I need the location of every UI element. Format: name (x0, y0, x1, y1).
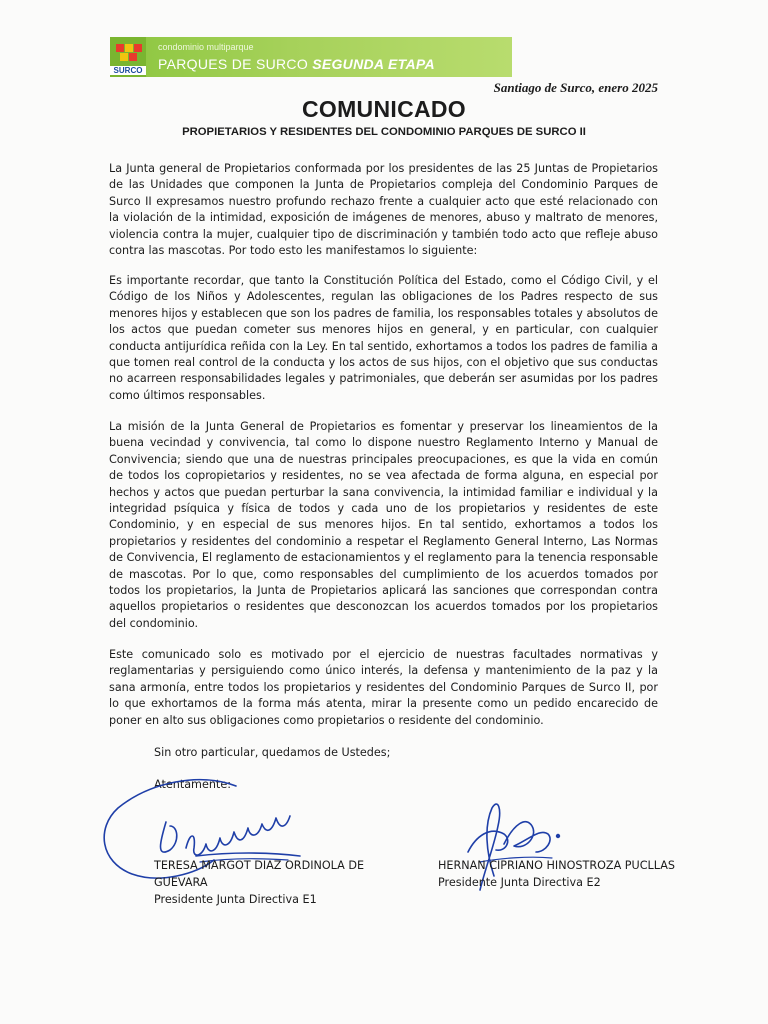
header-banner (110, 37, 512, 77)
signature-1-underline (196, 853, 300, 856)
signer-2-role: Presidente Junta Directiva E2 (438, 876, 601, 889)
sign-off: Atentamente: (154, 778, 231, 791)
banner-stage-text: SEGUNDA ETAPA (312, 56, 435, 72)
paragraph-3: La misión de la Junta General de Propietarios es fomentar y preservar los lineamientos de la buena vecindad y convivencia, tal como lo dispone nuestro Reglamento Interno y Manual de Convivencia; siendo que una de nuestras principales preocupaciones, es que la vida en común de todos los copropietarios y residentes, no se vea afectada de forma alguna, en especial por hechos y actos que puedan perturbar la sana convivencia, la intimidad familiar e individual y la integridad psíquica y física de todos y cada uno de los propietarios y residentes de este Condominio, y en especial de sus menores hijos. En tal sentido, exhortamos a todos los propietarios y residentes del condominio a respetar el Reglamento General Interno, Las Normas de Convivencia, El reglamento de estacionamientos y el reglamento para la tenencia responsable de mascotas. Por lo que, como responsables del cumplimiento de los acuerdos tomados por todos los propietarios, la Junta de Propietarios aplicará las sanciones que correspondan contra aquellos propietarios o residentes que desconozcan los acuerdos tomados por los propietarios del condominio. (109, 420, 658, 630)
signature-2-tail (504, 822, 550, 852)
signer-1-name-line2: GUEVARA (154, 876, 208, 889)
signer-2-name: HERNAN CIPRIANO HINOSTROZA PUCLLAS (438, 859, 676, 872)
date-line: Santiago de Surco, enero 2025 (493, 80, 658, 95)
signature-1-word (186, 816, 290, 855)
signature-1-stroke (161, 822, 177, 852)
paragraph-1: La Junta general de Propietarios conformada por los presidentes de las 25 Juntas de Propietarios de las Unidades que componen la Junta de Propietarios compleja del Condominio Parques de Surco II expresamos nuestro profundo rechazo frente a cualquier acto que esté relacionado con la violación de la intimidad, exposición de imágenes de menores, abuso y maltrato de menores, violencia contra la mujer, cualquier tipo de discriminación y también todo acto que refleje abuso contra las mascotas. Por todo esto les manifestamos lo siguiente: (109, 162, 658, 258)
signer-1 (154, 857, 384, 908)
signature-2-curl (468, 831, 508, 852)
paragraph-2: Es importante recordar, que tanto la Constitución Política del Estado, como el Código Civil, y el Código de los Niños y Adolescentes, regulan las obligaciones de los Padres respecto de sus menores hijos y establecen que son los padres de familia, los responsables totales y absolutos de los actos que puedan cometer sus menores hijos en general, y en particular, con cualquier conducta antijurídica reñida con la Ley. En tal sentido, exhortamos a todos los padres de familia a que tomen real control de la conducta y los actos de sus hijos, con el objetivo que sus conductas no acarreen responsabilidades legales y patrimoniales, que deberán ser asumidas por los padres como últimos responsables. (109, 274, 658, 402)
signer-1-role: Presidente Junta Directiva E1 (154, 893, 317, 906)
signer-1-name-line1: TERESA MARGOT DIAZ ORDINOLA DE (154, 859, 365, 872)
closing-line: Sin otro particular, quedamos de Ustedes; (154, 746, 391, 759)
signature-2-dot (557, 835, 560, 838)
condominium-logo (110, 37, 146, 77)
logo-text: SURCO (110, 66, 146, 75)
banner-subtitle: condominio multiparque (158, 42, 254, 52)
document-subtitle: PROPIETARIOS Y RESIDENTES DEL CONDOMINIO PARQUES DE SURCO II (182, 126, 586, 138)
signer-2 (438, 857, 698, 891)
banner-title (158, 56, 435, 72)
paragraph-4: Este comunicado solo es motivado por el ejercicio de nuestras facultades normativas y reglamentarias y persiguiendo como único interés, la defensa y mantenimiento de la paz y la sana armonía, entre todos los propietarios y residentes del Condominio Parques de Surco II, por lo que exhortamos de la forma más atenta, mirar la presente como un pedido encarecido de poner en alto sus obligaciones como propietarios o residente del condominio. (109, 648, 658, 727)
banner-main-text: PARQUES DE SURCO (158, 56, 309, 72)
document-title: COMUNICADO (302, 96, 466, 122)
